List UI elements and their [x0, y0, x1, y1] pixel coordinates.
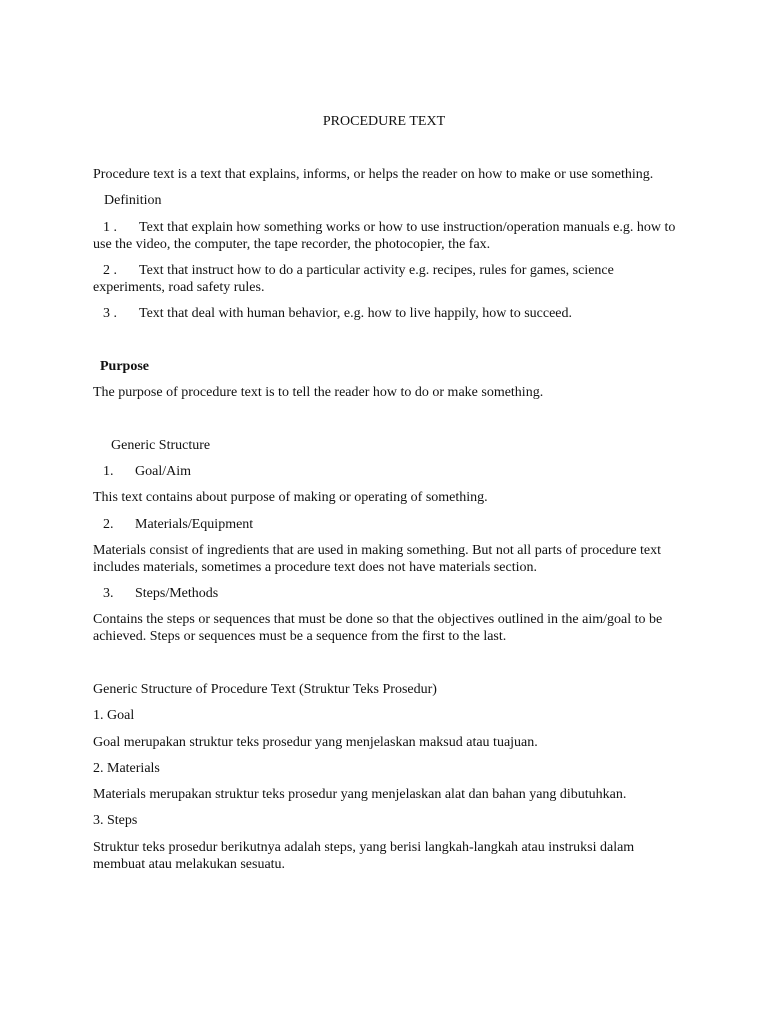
generic-structure-id-heading: Generic Structure of Procedure Text (Struktur Teks Prosedur)	[93, 682, 437, 697]
generic-structure-item-label	[93, 586, 677, 603]
list-number: 1.	[103, 464, 114, 479]
generic-structure-item-text: Contains the steps or sequences that must be done so that the objectives outlined in the aim/goal to be achieved. Steps or sequences must be a sequence from the first to the last.	[93, 612, 663, 644]
page-title: PROCEDURE TEXT	[322, 114, 446, 129]
id-item-label: 2. Materials	[93, 761, 160, 776]
generic-structure-heading: Generic Structure	[111, 438, 211, 453]
definition-item	[93, 220, 677, 253]
generic-structure-item-text: This text contains about purpose of making or operating of something.	[93, 490, 488, 505]
list-number: 2 .	[103, 263, 117, 278]
id-item-text: Materials merupakan struktur teks prosedur yang menjelaskan alat dan bahan yang dibutuhkan.	[93, 787, 627, 802]
intro-paragraph: Procedure text is a text that explains, informs, or helps the reader on how to make or use something.	[93, 167, 654, 182]
generic-structure-item-label	[93, 517, 677, 534]
id-item-text: Goal merupakan struktur teks prosedur yang menjelaskan maksud atau tuajuan.	[93, 735, 538, 750]
list-text: Text that deal with human behavior, e.g. how to live happily, how to succeed.	[139, 306, 572, 321]
list-text: Materials/Equipment	[135, 517, 254, 532]
definition-heading: Definition	[104, 193, 162, 208]
list-number: 2.	[103, 517, 114, 532]
list-number: 1 .	[103, 220, 117, 235]
list-text: Steps/Methods	[135, 586, 219, 601]
list-text: Text that explain how something works or how to use instruction/operation manuals e.g. how to use the video, the computer, the tape recorder, the photocopier, the fax.	[93, 220, 676, 252]
purpose-paragraph: The purpose of procedure text is to tell the reader how to do or make something.	[93, 385, 544, 400]
list-number: 3.	[103, 586, 114, 601]
id-item-text: Struktur teks prosedur berikutnya adalah steps, yang berisi langkah-langkah atau instruksi dalam membuat atau melakukan sesuatu.	[93, 840, 635, 872]
id-item-label: 3. Steps	[93, 813, 138, 828]
generic-structure-item-text: Materials consist of ingredients that are used in making something. But not all parts of procedure text includes materials, sometimes a procedure text does not have materials section.	[93, 543, 662, 575]
list-text: Text that instruct how to do a particular activity e.g. recipes, rules for games, science experiments, road safety rules.	[93, 263, 614, 295]
id-item-label: 1. Goal	[93, 708, 135, 723]
list-text: Goal/Aim	[135, 464, 191, 479]
purpose-heading: Purpose	[100, 359, 149, 374]
definition-item	[93, 263, 677, 296]
list-number: 3 .	[103, 306, 117, 321]
definition-item	[93, 306, 677, 323]
generic-structure-item-label	[93, 464, 677, 481]
